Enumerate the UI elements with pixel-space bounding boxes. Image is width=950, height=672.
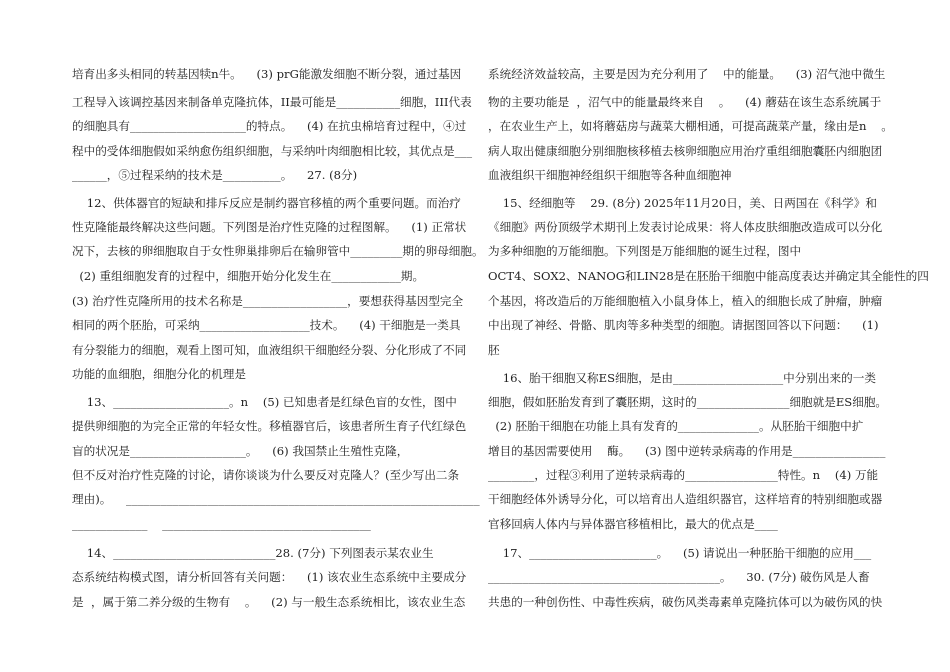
text-line: ______，⑤过程采纳的技术是__________。 27. (8分) <box>72 168 358 182</box>
text-line: 14、____________________________28. (7分) 下列图表示某农业生 <box>72 546 434 560</box>
text-line: 盲的状况是____________________。 (6) 我国禁止生殖性克隆， <box>72 444 409 458</box>
text-line: 12、供体器官的短缺和排斥反应是制约器官移植的两个重要问题。而治疗 <box>72 196 461 210</box>
text-line: 有分裂能力的细胞，观看上图可知，血液组织干细胞经分裂、分化形成了不同 <box>72 343 467 357</box>
text-line: 的细胞具有____________________的特点。 (4) 在抗虫棉培育过程中，④过 <box>72 119 467 133</box>
text-line: 相同的两个胚胎，可采纳___________________技术。 (4) 干细胞是一类具 <box>72 318 461 332</box>
text-line: 共患的一种创伤性、中毒性疾病，破伤风类毒素单克隆抗体可以为破伤风的快 <box>488 595 883 609</box>
text-line: 提供卵细胞的为完全正常的年轻女性。移植器官后，该患者所生育子代红绿色 <box>72 419 467 433</box>
text-line: 工程导入该调控基因来制备单克隆抗体，II最可能是___________细胞，III代表 <box>72 95 472 109</box>
text-line: 性克隆能最终解决这些问题。下列图是治疗性克隆的过程图解。 (1) 正常状 <box>72 220 467 234</box>
text-line: ________，过程③利用了逆转录病毒的________________特性。n (4) 万能 <box>488 468 879 482</box>
text-line: 17、______________________。 (5) 请说出一种胚胎干细胞的应用___ <box>488 546 872 560</box>
text-line: 细胞，假如胚胎发育到了囊胚期，这时的________________细胞就是ES细胞。 <box>488 395 888 409</box>
text-line: 中出现了神经、骨骼、肌肉等多种类型的细胞。请据图回答以下问题： (1) <box>488 318 879 332</box>
text-line: 物的主要功能是 ，沼气中的能量最终来自 。 (4) 蘑菇在该生态系统属于 <box>488 95 882 109</box>
text-line: 程中的受体细胞假如采纳愈伤组织细胞，与采纳叶肉细胞相比较，其优点是___ <box>72 144 472 158</box>
text-line: OCT4、SOX2、NANOG和LIN28是在胚胎干细胞中能高度表达并确定其全能性的四 <box>488 269 929 283</box>
text-line: 况下，去核的卵细胞取自于女性卵巢排卵后在输卵管中_________期的卵母细胞。 <box>72 244 484 258</box>
text-line: 干细胞经体外诱导分化，可以培育出人造组织器官，这样培育的特别细胞或器 <box>488 492 883 506</box>
text-line: _____________ ____________________________________ <box>72 517 371 531</box>
text-line: 16、胎干细胞又称ES细胞，是由___________________中分别出来的一类 <box>488 371 876 385</box>
text-line: ________________________________________。 30. (7分) 破伤风是人畜 <box>488 570 870 584</box>
text-line: 15、经细胞等 29. (8分) 2025年11月20日，美、日两国在《科学》和 <box>488 196 877 210</box>
text-line: 是 ，属于第二养分级的生物有 。 (2) 与一般生态系统相比，该农业生态 <box>72 595 466 609</box>
text-line: 功能的血细胞，细胞分化的机理是 <box>72 367 246 381</box>
text-line: 系统经济效益较高，主要是因为充分利用了 中的能量。 (3) 沼气池中微生 <box>488 67 886 81</box>
text-line: 官移回病人体内与异体器官移植相比，最大的优点是____ <box>488 517 778 531</box>
text-line: (2) 重组细胞发育的过程中，细胞开始分化发生在____________期。 <box>72 269 425 283</box>
text-line: 病人取出健康细胞分别细胞核移植去核卵细胞应用治疗重组细胞囊胚内细胞团 <box>488 144 883 158</box>
text-line: 理由)。 _____________________________________________________________ <box>72 492 480 506</box>
text-line: ，在农业生产上，如将蘑菇房与蔬菜大棚相通，可提高蔬菜产量，缘由是n 。 <box>488 119 893 133</box>
text-line: 《细胞》两份顶级学术期刊上发表讨论成果：将人体皮肤细胞改造成可以分化 <box>488 220 883 234</box>
text-line: 态系统结构模式图，请分析回答有关问题： (1) 该农业生态系统中主要成分 <box>72 570 467 584</box>
text-line: 增目的基因需要使用 酶。 (3) 图中逆转录病毒的作用是________________ <box>488 444 886 458</box>
text-line: 胚 <box>488 343 500 357</box>
text-line: 血液组织干细胞神经组织干细胞等各种血细胞神 <box>488 168 732 182</box>
text-line: (3) 治疗性克隆所用的技术名称是__________________，要想获得基因型完全 <box>72 294 464 308</box>
text-line: 13、____________________。n (5) 已知患者是红绿色盲的女性，图中 <box>72 395 457 409</box>
text-line: 为多种细胞的万能细胞。下列图是万能细胞的诞生过程，图中 <box>488 244 802 258</box>
text-line: 但不反对治疗性克隆的讨论，请你谈谈为什么要反对克隆人？(至少写出二条 <box>72 468 460 482</box>
text-line: (2) 胚胎干细胞在功能上具有发育的______________。从胚胎干细胞中扩 <box>488 419 864 433</box>
text-line: 个基因，将改造后的万能细胞植入小鼠身体上，植入的细胞长成了肿瘤，肿瘤 <box>488 294 883 308</box>
text-line: 培育出多头相同的转基因犊n牛。 (3) prG能激发细胞不断分裂，通过基因 <box>72 67 462 81</box>
